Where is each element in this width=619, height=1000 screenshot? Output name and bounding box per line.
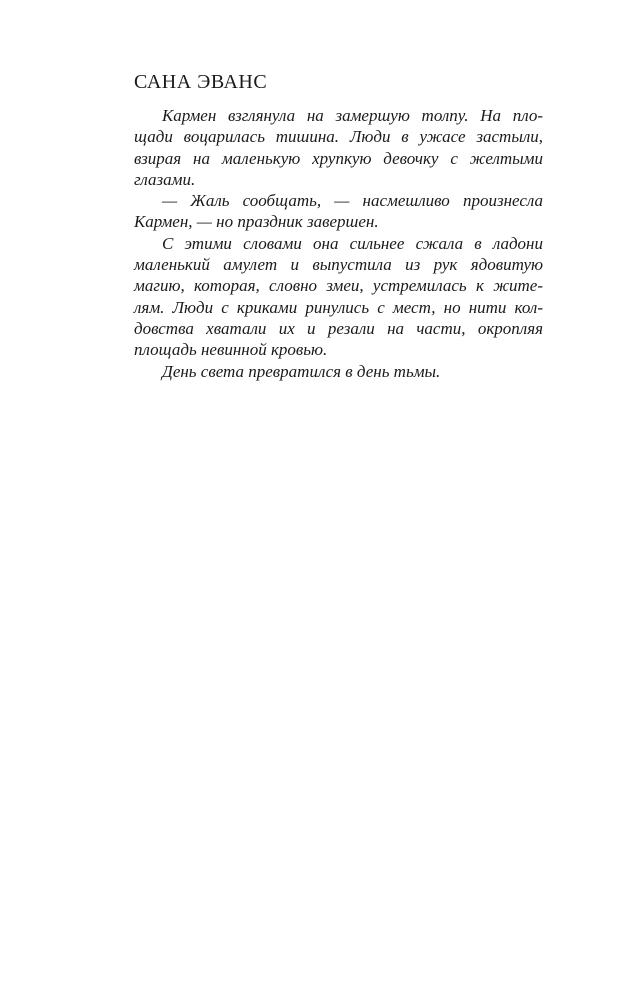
body-text [134, 105, 543, 382]
text-line: лям. Люди с криками ринулись с мест, но нити кол- [134, 297, 543, 317]
running-title: САНА ЭВАНС [134, 71, 268, 93]
text-line: Кармен взглянула на замершую толпу. На пло- [162, 106, 543, 125]
text-line: глазами. [134, 169, 196, 189]
text-line: щади воцарилась тишина. Люди в ужасе застыли, [134, 127, 543, 147]
text-line: маленький амулет и выпустила из рук ядовитую [134, 255, 543, 275]
text-line: довства хватали их и резали на части, окропляя [134, 318, 543, 338]
text-line: взирая на маленькую хрупкую девочку с желтыми [134, 148, 543, 168]
text-line: — Жаль сообщать, — насмешливо произнесла [162, 191, 543, 211]
text-line: День света превратился в день тьмы. [162, 361, 441, 381]
text-line: Кармен, — но праздник завершен. [134, 212, 379, 232]
text-line: площадь невинной кровью. [134, 340, 328, 360]
text-line: магию, которая, словно змеи, устремилась к жите- [134, 276, 543, 296]
text-line: С этими словами она сильнее сжала в ладони [162, 233, 543, 253]
